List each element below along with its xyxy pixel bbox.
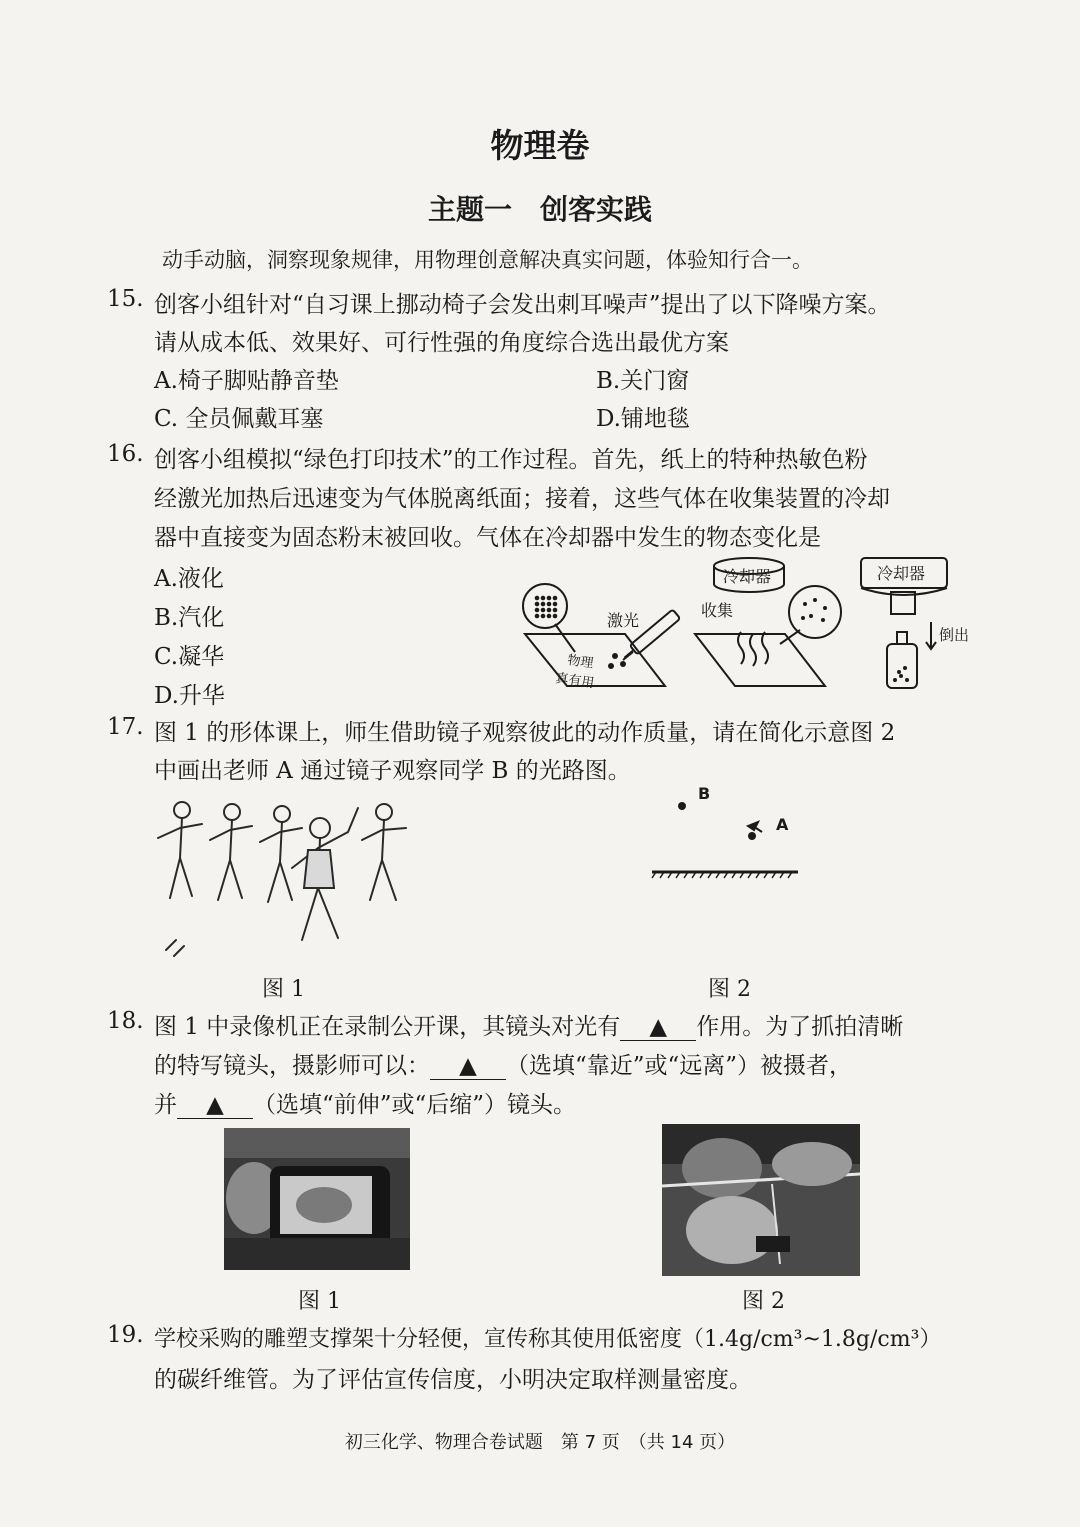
q18-line1-end: 作用。为了抓拍清晰 xyxy=(696,1014,904,1040)
q18-line3-end: （选填“前伸”或“后缩”）镜头。 xyxy=(253,1092,577,1118)
q15-option-d: D.铺地毯 xyxy=(596,406,690,432)
dance-class-photo xyxy=(152,788,420,960)
theme-label: 主题一 xyxy=(427,193,512,226)
theme-heading xyxy=(0,188,1080,228)
q18-blank-1[interactable]: ▲ xyxy=(620,1014,696,1041)
q16-text-line2: 经激光加热后迅速变为气体脱离纸面；接着，这些气体在收集装置的冷却 xyxy=(154,486,890,512)
q19-number: 19. xyxy=(107,1322,144,1348)
paper-text-line2: 真有用 xyxy=(554,671,596,692)
green-printing-diagram xyxy=(515,552,970,702)
q16-option-d: D.升华 xyxy=(154,683,225,709)
q16-text-line3: 器中直接变为固态粉末被回收。气体在冷却器中发生的物态变化是 xyxy=(154,525,821,551)
camera-recording-photo xyxy=(224,1128,410,1270)
q17-text-line1: 图 1 的形体课上，师生借助镜子观察彼此的动作质量，请在简化示意图 2 xyxy=(154,720,896,746)
laser-label: 激光 xyxy=(607,611,640,630)
label-b: B xyxy=(698,784,711,803)
page-title: 物理卷 xyxy=(490,126,590,165)
q18-text-line3 xyxy=(154,1086,576,1119)
theme-intro: 动手动脑，洞察现象规律，用物理创意解决真实问题，体验知行合一。 xyxy=(162,248,813,272)
label-a: A xyxy=(776,815,789,834)
q18-line3-start: 并 xyxy=(154,1092,177,1118)
cooler-label-1: 冷却器 xyxy=(723,567,772,586)
q18-line2-end: （选填“靠近”或“远离”）被摄者， xyxy=(506,1053,853,1079)
q18-blank-2[interactable]: ▲ xyxy=(430,1053,506,1080)
q16-number: 16. xyxy=(107,441,144,467)
point-b xyxy=(678,802,686,810)
theme-name: 创客实践 xyxy=(540,193,653,226)
q18-blank-3[interactable]: ▲ xyxy=(177,1092,253,1119)
q15-text-line2: 请从成本低、效果好、可行性强的角度综合选出最优方案 xyxy=(154,330,729,356)
q17-text-line2: 中画出老师 A 通过镜子观察同学 B 的光路图。 xyxy=(154,758,631,784)
q18-fig1-caption: 图 1 xyxy=(298,1289,341,1314)
q15-option-c: C. 全员佩戴耳塞 xyxy=(154,406,324,432)
q15-number: 15. xyxy=(107,286,144,312)
magnifier-toner-icon xyxy=(523,584,567,628)
collect-label: 收集 xyxy=(701,601,734,620)
q16-text-line1: 创客小组模拟“绿色打印技术”的工作过程。首先，纸上的特种热敏色粉 xyxy=(154,447,868,473)
q18-text-line1 xyxy=(154,1008,903,1041)
q17-fig1-caption: 图 1 xyxy=(262,977,305,1002)
q17-number: 17. xyxy=(107,714,144,740)
q19-text-line2: 的碳纤维管。为了评估宣传信度，小明决定取样测量密度。 xyxy=(154,1367,752,1393)
point-a xyxy=(748,832,756,840)
pour-out-label: 倒出 xyxy=(939,626,970,644)
q15-text-line1: 创客小组针对“自习课上挪动椅子会发出刺耳噪声”提出了以下降噪方案。 xyxy=(154,292,891,318)
blank-paper xyxy=(695,634,825,686)
q16-option-c: C.凝华 xyxy=(154,644,225,670)
q19-text-line1: 学校采购的雕塑支撑架十分轻便，宣传称其使用低密度（1.4g/cm³~1.8g/cm³） xyxy=(154,1327,942,1352)
q18-number: 18. xyxy=(107,1008,144,1034)
powder-bottle xyxy=(887,644,917,688)
q18-line2-start: 的特写镜头，摄影师可以： xyxy=(154,1053,430,1079)
q16-option-b: B.汽化 xyxy=(154,605,225,631)
printed-paper xyxy=(525,634,665,686)
q18-fig2-caption: 图 2 xyxy=(742,1289,785,1314)
hand-icon xyxy=(686,1196,778,1264)
closeup-photo xyxy=(662,1124,860,1276)
q15-option-b: B.关门窗 xyxy=(596,368,690,394)
q17-fig2-caption: 图 2 xyxy=(708,977,751,1002)
mirror-diagram xyxy=(640,780,810,880)
eye-icon xyxy=(748,822,762,832)
cooler-label-2: 冷却器 xyxy=(877,564,926,583)
paper-text-line1: 物理 xyxy=(566,653,595,672)
magnifier-gas-icon xyxy=(789,586,841,638)
page-footer: 初三化学、物理合卷试题 第 7 页 （共 14 页） xyxy=(344,1432,736,1453)
q16-option-a: A.液化 xyxy=(154,566,224,592)
vapor-line xyxy=(738,632,744,664)
q18-line1-start: 图 1 中录像机正在录制公开课，其镜头对光有 xyxy=(154,1014,621,1040)
q18-text-line2 xyxy=(154,1047,852,1080)
q15-option-a: A.椅子脚贴静音垫 xyxy=(154,368,339,394)
